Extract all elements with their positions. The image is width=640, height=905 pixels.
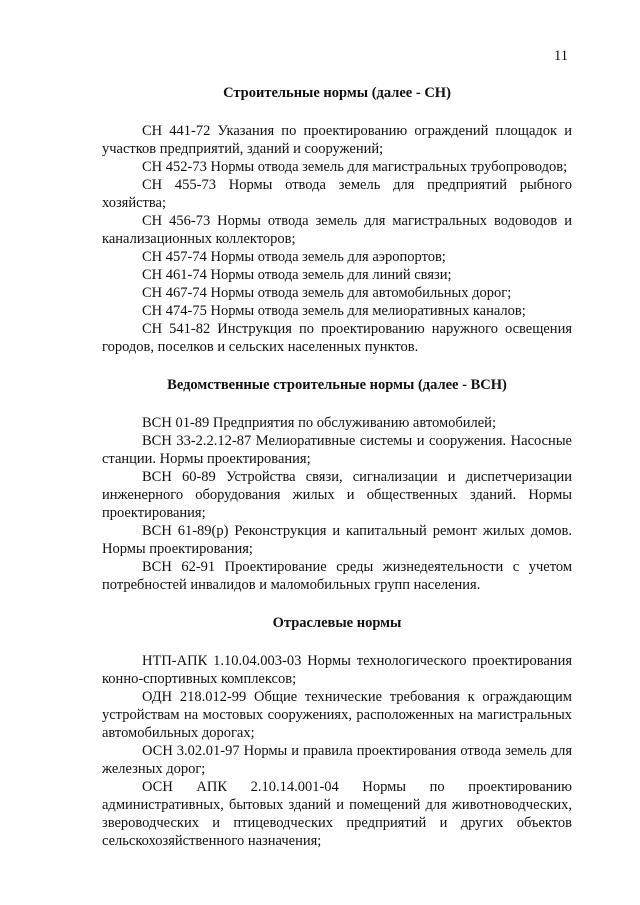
list-item: СН 457-74 Нормы отвода земель для аэропортов;: [142, 249, 446, 265]
list-item: СН 441-72 Указания по проектированию ограждений площадок и участков предприятий, зданий и сооружений;: [102, 123, 572, 157]
page-number: 11: [554, 48, 568, 64]
list-item: ОСН 3.02.01-97 Нормы и правила проектирования отвода земель для железных дорог;: [102, 743, 572, 777]
list-item: ВСН 60-89 Устройства связи, сигнализации и диспетчеризации инженерного оборудования жилых и общественных зданий. Нормы проектирования;: [102, 469, 572, 521]
list-item: СН 456-73 Нормы отвода земель для магистральных водоводов и канализационных коллекторов;: [102, 213, 572, 247]
page-content: [102, 84, 572, 870]
list-item: ВСН 62-91 Проектирование среды жизнедеятельности с учетом потребностей инвалидов и маломобильных групп населения.: [102, 559, 572, 593]
list-item: ВСН 01-89 Предприятия по обслуживанию автомобилей;: [142, 415, 496, 431]
list-item: СН 452-73 Нормы отвода земель для магистральных трубопроводов;: [142, 159, 568, 175]
list-item: ОДН 218.012-99 Общие технические требования к ограждающим устройствам на мостовых сооружениях, расположенных на магистральных автомобильных дорогах;: [102, 689, 572, 741]
list-item: СН 467-74 Нормы отвода земель для автомобильных дорог;: [142, 285, 512, 301]
section-sn: [102, 84, 572, 356]
list-item: СН 461-74 Нормы отвода земель для линий связи;: [142, 267, 452, 283]
list-item: СН 474-75 Нормы отвода земель для мелиоративных каналов;: [142, 303, 526, 319]
list-item: ВСН 33-2.2.12-87 Мелиоративные системы и сооружения. Насосные станции. Нормы проектирования;: [102, 433, 572, 467]
section-vsn: [102, 376, 572, 594]
section-title: Ведомственные строительные нормы (далее - ВСН): [167, 377, 507, 393]
section-title: Отраслевые нормы: [272, 615, 402, 631]
list-item: ОСН АПК 2.10.14.001-04 Нормы по проектированию административных, бытовых зданий и помещений для животноводческих, звероводческих и птицеводческих предприятий и других объектов сельскохозяйственного назначения;: [102, 779, 572, 849]
list-item: СН 541-82 Инструкция по проектированию наружного освещения городов, поселков и сельских населенных пунктов.: [102, 321, 572, 355]
section-industry-norms: [102, 614, 572, 850]
list-item: СН 455-73 Нормы отвода земель для предприятий рыбного хозяйства;: [102, 177, 572, 211]
list-item: НТП-АПК 1.10.04.003-03 Нормы технологического проектирования конно-спортивных комплексов;: [102, 653, 572, 687]
list-item: ВСН 61-89(р) Реконструкция и капитальный ремонт жилых домов. Нормы проектирования;: [102, 523, 572, 557]
section-title: Строительные нормы (далее - СН): [223, 85, 451, 101]
